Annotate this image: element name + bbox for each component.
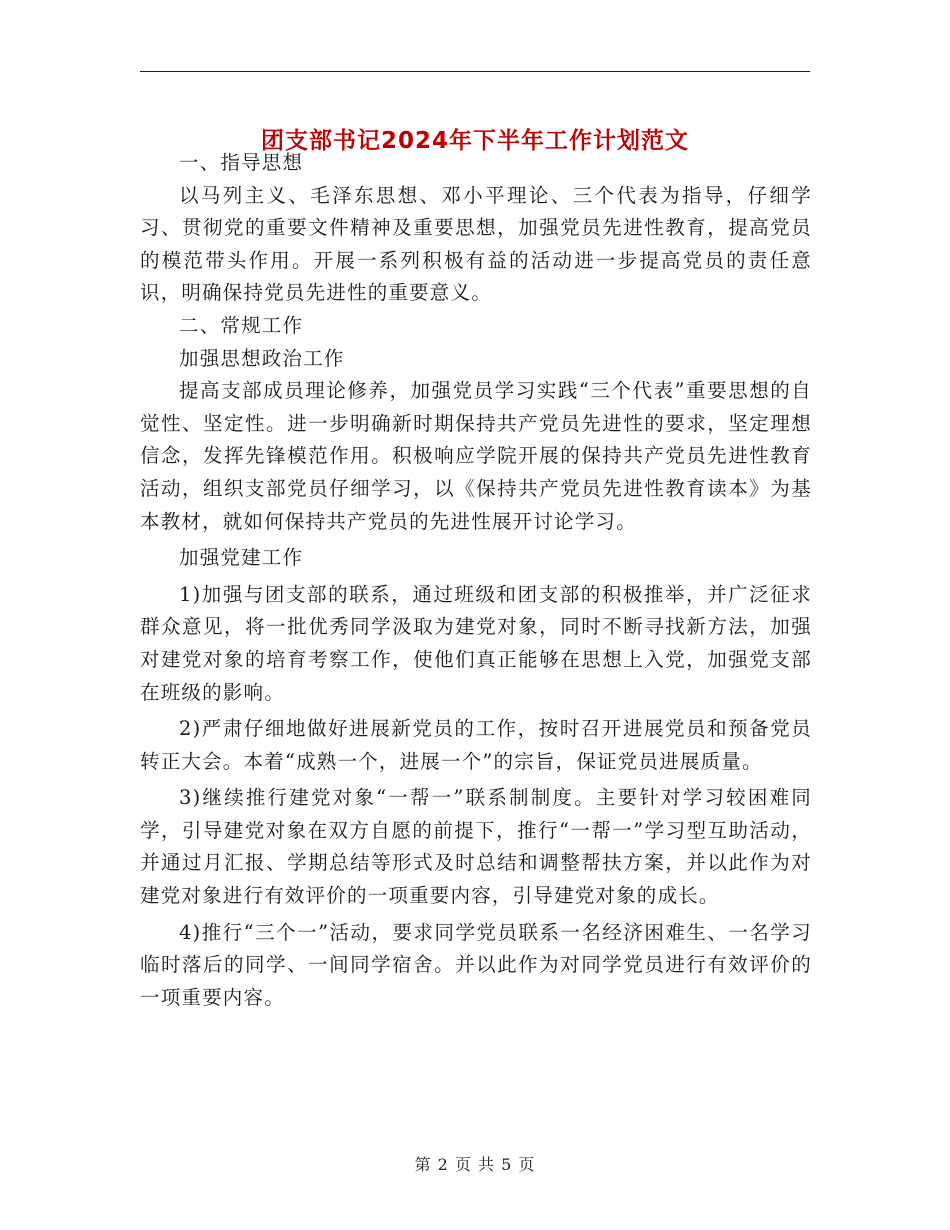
section-heading-routine-work: 二、常规工作	[179, 313, 304, 337]
list-item-1: 1)加强与团支部的联系，通过班级和团支部的积极推举，并广泛征求群众意见，将一批优秀同学汲取为建党对象，同时不断寻找新方法，加强对建党对象的培育考察工作，使他们真正能够在思想上入党，加强党支部在班级的影响。	[140, 582, 812, 704]
header-rule	[140, 71, 810, 72]
list-item-2: 2)严肃仔细地做好进展新党员的工作，按时召开进展党员和预备党员转正大会。本着“成熟一个，进展一个”的宗旨，保证党员进展质量。	[140, 717, 812, 773]
paragraph-guiding-ideology: 以马列主义、毛泽东思想、邓小平理论、三个代表为指导，仔细学习、贯彻党的重要文件精神及重要思想，加强党员先进性教育，提高党员的模范带头作用。开展一系列积极有益的活动进一步提高党员的责任意识，明确保持党员先进性的重要意义。	[140, 183, 812, 305]
subheading-political-work: 加强思想政治工作	[179, 346, 345, 370]
subheading-party-building: 加强党建工作	[179, 546, 304, 570]
list-item-4: 4)推行“三个一”活动，要求同学党员联系一名经济困难生、一名学习临时落后的同学、一间同学宿舍。并以此作为对同学党员进行有效评价的一项重要内容。	[140, 920, 812, 1009]
page-number: 第 2 页 共 5 页	[414, 1155, 536, 1174]
paragraph-political-work: 提高支部成员理论修养，加强党员学习实践“三个代表”重要思想的自觉性、坚定性。进一步明确新时期保持共产党员先进性的要求，坚定理想信念，发挥先锋模范作用。积极响应学院开展的保持共产党员先进性教育活动，组织支部党员仔细学习，以《保持共产党员先进性教育读本》为基本教材，就如何保持共产党员的先进性展开讨论学习。	[140, 379, 812, 533]
list-item-3: 3)继续推行建党对象“一帮一”联系制制度。主要针对学习较困难同学，引导建党对象在双方自愿的前提下，推行“一帮一”学习型互助活动，并通过月汇报、学期总结等形式及时总结和调整帮扶方案，并以此作为对建党对象进行有效评价的一项重要内容，引导建党对象的成长。	[140, 786, 812, 908]
section-heading-guiding-ideology: 一、指导思想	[179, 151, 304, 174]
document-title: 团支部书记2024年下半年工作计划范文	[260, 128, 689, 155]
document-body	[140, 147, 812, 1014]
